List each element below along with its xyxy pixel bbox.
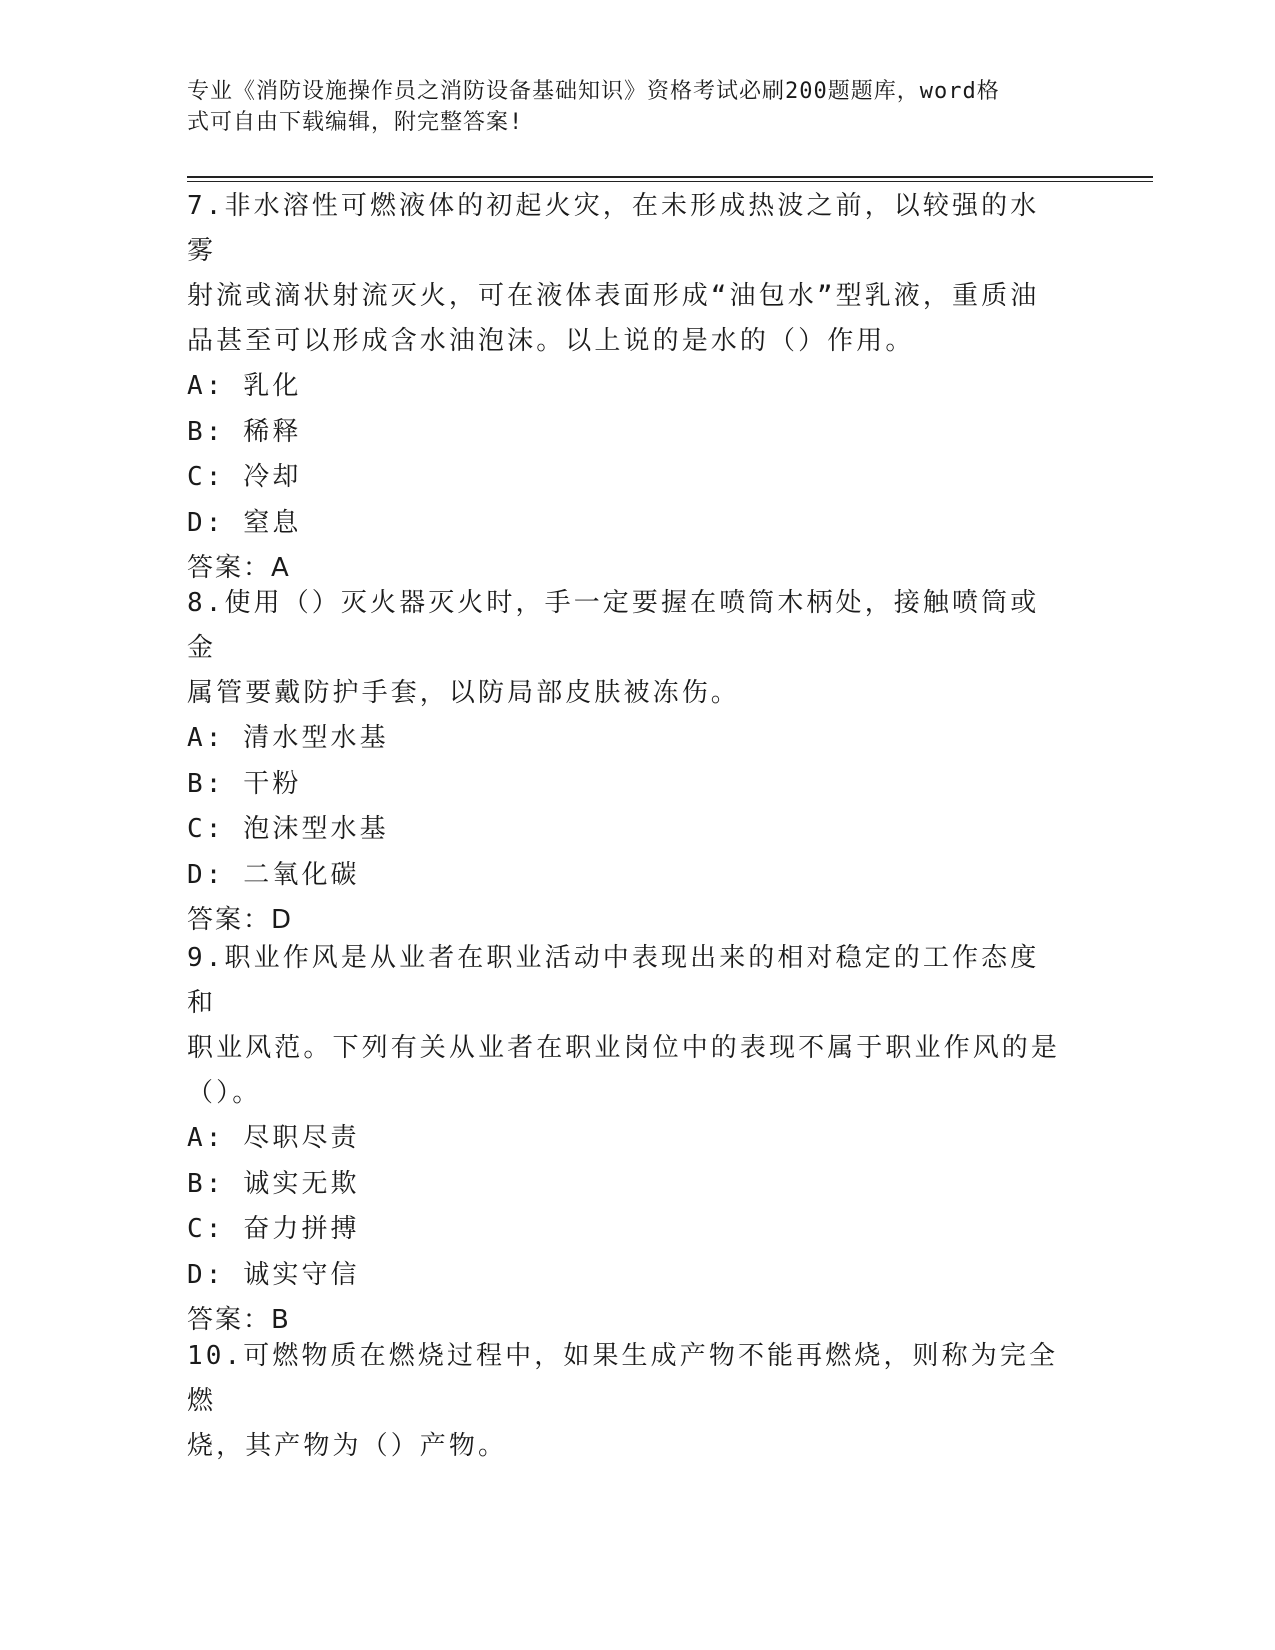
question-stem — [187, 936, 1067, 1116]
answer: 答案：D — [187, 905, 294, 935]
stem-line: （）。 — [187, 1078, 262, 1108]
stem-line: 10.可燃物质在燃烧过程中，如果生成产物不能再燃烧，则称为完全燃 — [187, 1341, 1059, 1416]
stem-line: 9.职业作风是从业者在职业活动中表现出来的相对稳定的工作态度和 — [187, 943, 1040, 1018]
answer: 答案：B — [187, 1305, 291, 1335]
option-c: C: 泡沫型水基 — [187, 814, 389, 844]
stem-line: 射流或滴状射流灭火，可在液体表面形成“油包水”型乳液，重质油 — [187, 281, 1040, 311]
option-a: A: 尽职尽责 — [187, 1123, 360, 1153]
question-stem — [187, 1334, 1067, 1469]
stem-line: 职业风范。下列有关从业者在职业岗位中的表现不属于职业作风的是 — [187, 1033, 1061, 1063]
option-d: D: 二氧化碳 — [187, 859, 360, 890]
header-line-1: 专业《消防设施操作员之消防设备基础知识》资格考试必刷200题题库，word格 — [187, 79, 1000, 104]
stem-line: 属管要戴防护手套，以防局部皮肤被冻伤。 — [187, 678, 740, 708]
option-d: D: 窒息 — [187, 507, 302, 538]
stem-line: 7.非水溶性可燃液体的初起火灾，在未形成热波之前，以较强的水雾 — [187, 191, 1040, 266]
option-c: C: 冷却 — [187, 462, 302, 492]
answer: 答案：A — [187, 553, 291, 583]
question-stem — [187, 581, 1067, 716]
question-7 — [187, 184, 1067, 591]
question-stem — [187, 184, 1067, 364]
option-b: B: 诚实无欺 — [187, 1168, 360, 1199]
header-divider-thin — [187, 181, 1153, 182]
question-8 — [187, 581, 1067, 943]
option-b: B: 干粉 — [187, 768, 302, 799]
question-10 — [187, 1334, 1067, 1469]
option-a: A: 清水型水基 — [187, 723, 389, 753]
stem-line: 8.使用（）灭火器灭火时，手一定要握在喷筒木柄处，接触喷筒或金 — [187, 588, 1040, 663]
option-a: A: 乳化 — [187, 371, 302, 401]
stem-line: 烧，其产物为（）产物。 — [187, 1431, 508, 1461]
header-divider-thick — [187, 176, 1153, 178]
header-line-2: 式可自由下载编辑，附完整答案! — [187, 110, 524, 135]
option-c: C: 奋力拼搏 — [187, 1214, 360, 1244]
document-header — [187, 76, 1067, 138]
option-d: D: 诚实守信 — [187, 1259, 360, 1290]
question-9 — [187, 936, 1067, 1343]
option-b: B: 稀释 — [187, 416, 302, 447]
stem-line: 品甚至可以形成含水油泡沫。以上说的是水的（）作用。 — [187, 326, 915, 356]
